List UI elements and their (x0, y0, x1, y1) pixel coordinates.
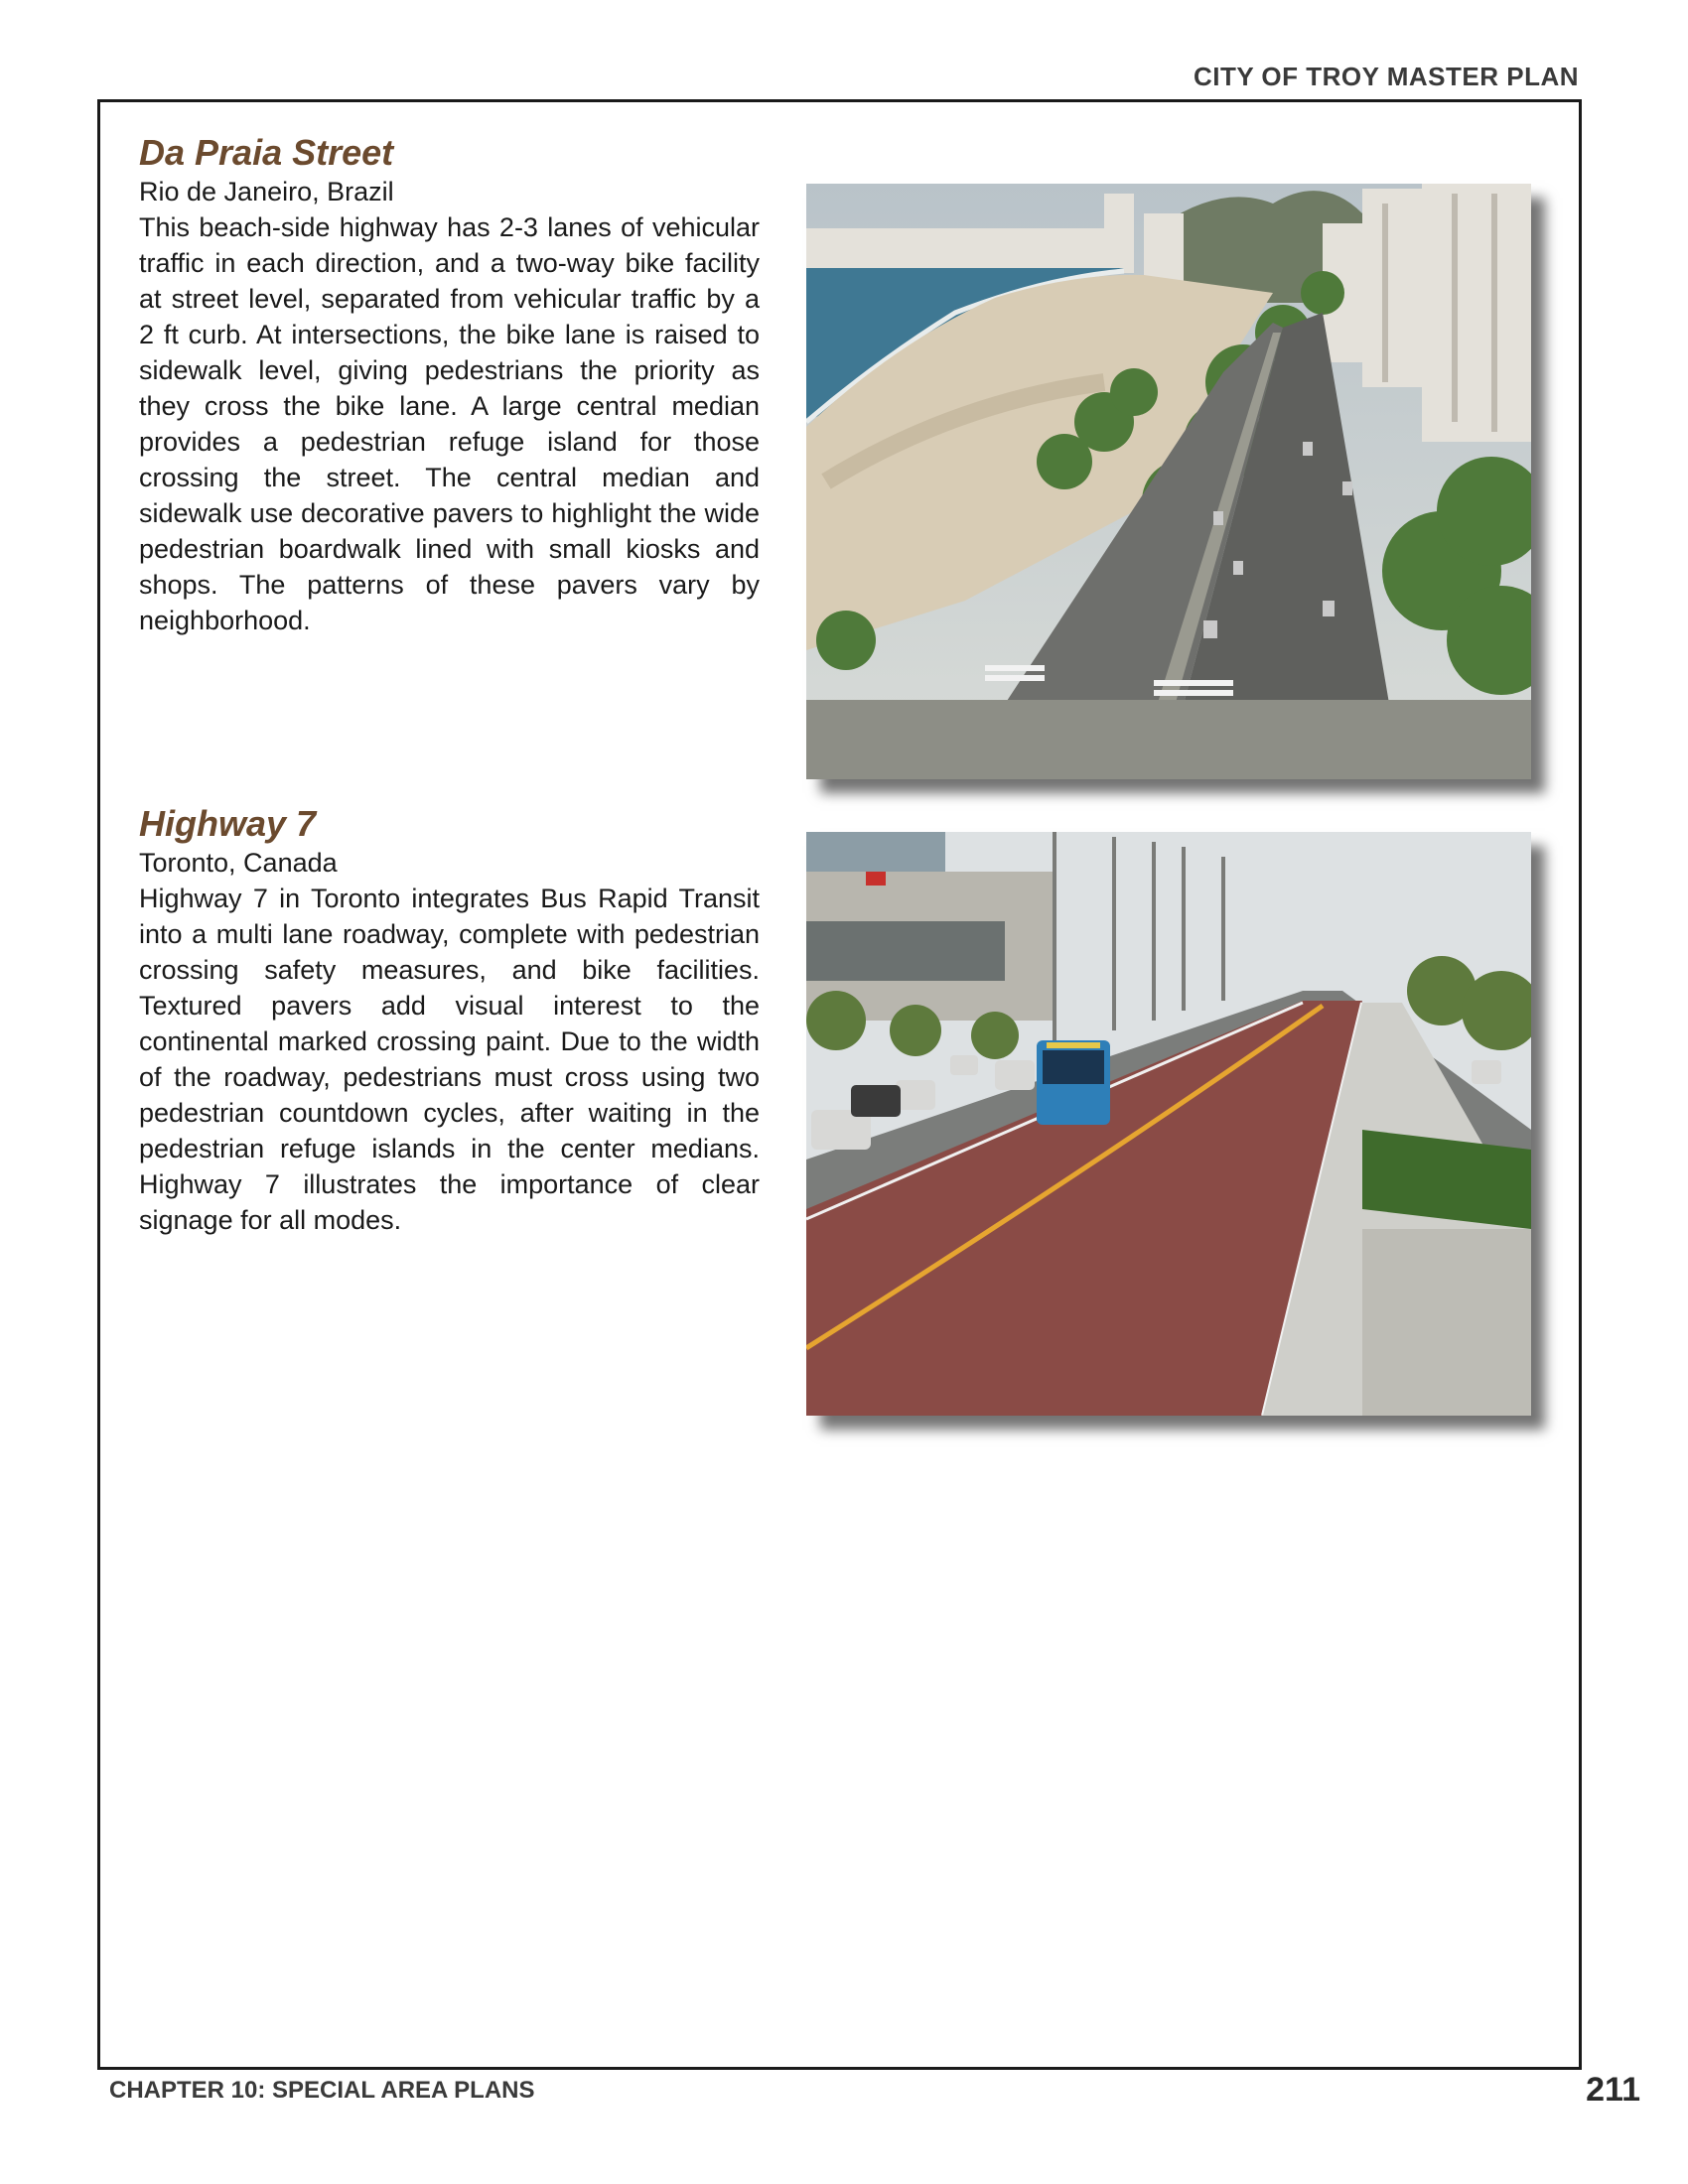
section-location: Toronto, Canada (139, 848, 338, 878)
section-highway-7 (139, 802, 760, 1238)
section-title: Highway 7 (139, 803, 317, 844)
photo-rio-beach-highway (806, 184, 1531, 779)
running-header: CITY OF TROY MASTER PLAN (1193, 62, 1579, 91)
section-location: Rio de Janeiro, Brazil (139, 177, 394, 206)
section-title: Da Praia Street (139, 132, 394, 173)
section-da-praia (139, 131, 760, 638)
footer-chapter: CHAPTER 10: SPECIAL AREA PLANS (109, 2077, 535, 2104)
section-body: Highway 7 in Toronto integrates Bus Rapid Transit into a multi lane roadway, complete with pedestrian crossing safety measures, and bike facilities. Textured pavers add visual interest to the continental marked crossing paint. Due to the width of the roadway, pedestrians must cross using two pedestrian countdown cycles, after waiting in the pedestrian refuge islands in the center medians. Highway 7 illustrates the importance of clear signage for all modes. (139, 884, 760, 1235)
section-body: This beach-side highway has 2-3 lanes of vehicular traffic in each direction, and a two-way bike facility at street level, separated from vehicular traffic by a 2 ft curb. At intersections, the bike lane is raised to sidewalk level, giving pedestrians the priority as they cross the bike lane. A large central median provides a pedestrian refuge island for those crossing the street. The central median and sidewalk use decorative pavers to highlight the wide pedestrian boardwalk lined with small kiosks and shops. The patterns of these pavers vary by neighborhood. (139, 212, 760, 635)
photo-toronto-highway-7 (806, 832, 1531, 1416)
page-number: 211 (1586, 2071, 1640, 2109)
